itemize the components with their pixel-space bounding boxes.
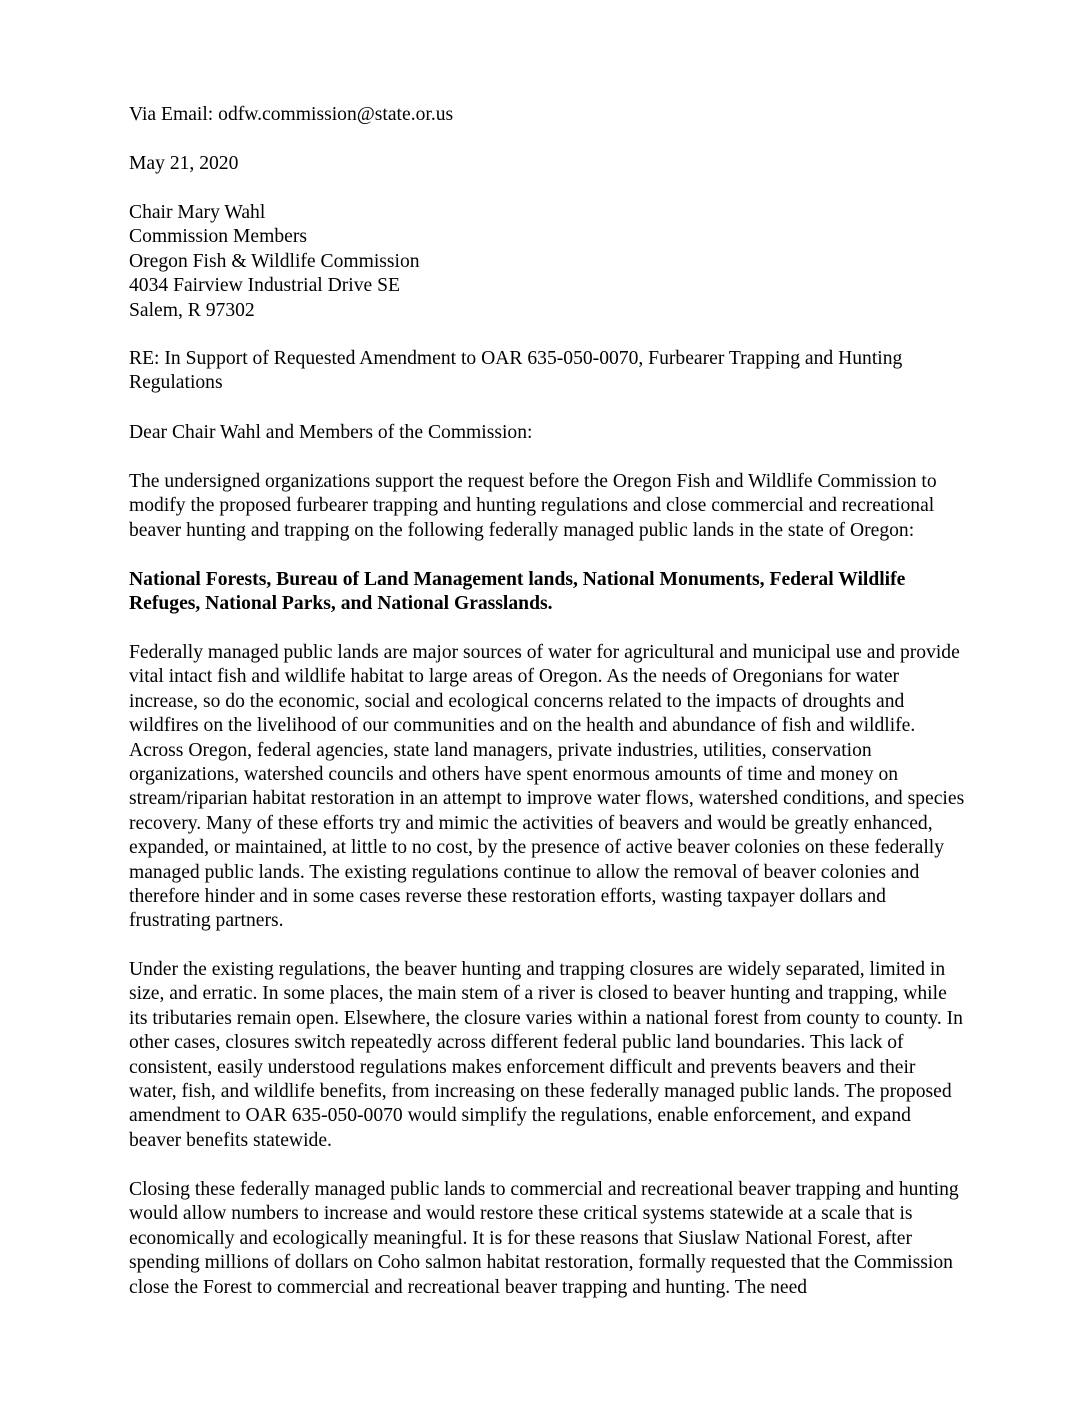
recipient-street: 4034 Fairview Industrial Drive SE <box>129 275 401 297</box>
subject-line: RE: In Support of Requested Amendment to OAR 635-050-0070, Furbearer Trapping and Hunting Regulations <box>129 348 903 394</box>
recipient-organization: Oregon Fish & Wildlife Commission <box>129 250 420 272</box>
recipient-address <box>129 201 965 323</box>
federal-lands-list: National Forests, Bureau of Land Management lands, National Monuments, Federal Wildlife Refuges, National Parks, and National Grasslands. <box>129 569 906 615</box>
body-paragraph-1: Federally managed public lands are major sources of water for agricultural and municipal use and provide vital intact fish and wildlife habitat to large areas of Oregon. As the needs of Oregonians for water increase, so do the economic, social and ecological concerns related to the impacts of droughts and wildfires on the livelihood of our communities and on the health and abundance of fish and wildlife. Across Oregon, federal agencies, state land managers, private industries, utilities, conservation organizations, watershed councils and others have spent enormous amounts of time and money on stream/riparian habitat restoration in an attempt to improve water flows, watershed conditions, and species recovery. Many of these efforts try and mimic the activities of beavers and would be greatly enhanced, expanded, or maintained, at little to no cost, by the presence of active beaver colonies on these federally managed public lands. The existing regulations continue to allow the removal of beaver colonies and therefore hinder and in some cases reverse these restoration efforts, wasting taxpayer dollars and frustrating partners. <box>129 642 965 932</box>
body-paragraph-3: Closing these federally managed public lands to commercial and recreational beaver trapping and hunting would allow numbers to increase and would restore these critical systems statewide at a scale that is economically and ecologically meaningful. It is for these reasons that Siuslaw National Forest, after spending millions of dollars on Coho salmon habitat restoration, formally requested that the Commission close the Forest to commercial and recreational beaver trapping and hunting. The need <box>129 1179 959 1298</box>
recipient-city: Salem, R 97302 <box>129 299 255 321</box>
recipient-title: Commission Members <box>129 226 307 248</box>
salutation: Dear Chair Wahl and Members of the Commission: <box>129 422 533 443</box>
recipient-name: Chair Mary Wahl <box>129 202 266 223</box>
via-email-line: Via Email: odfw.commission@state.or.us <box>129 104 454 125</box>
letter-date: May 21, 2020 <box>129 153 239 174</box>
body-paragraph-2: Under the existing regulations, the beaver hunting and trapping closures are widely separated, limited in size, and erratic. In some places, the main stem of a river is closed to beaver hunting and trapping, while its tributaries remain open. Elsewhere, the closure varies within a national forest from county to county. In other cases, closures switch repeatedly across different federal public land boundaries. This lack of consistent, easily understood regulations makes enforcement difficult and prevents beavers and their water, fish, and wildlife benefits, from increasing on these federally managed public lands. The proposed amendment to OAR 635-050-0070 would simplify the regulations, enable enforcement, and expand beaver benefits statewide. <box>129 959 963 1151</box>
intro-paragraph: The undersigned organizations support the request before the Oregon Fish and Wildlife Commission to modify the proposed furbearer trapping and hunting regulations and close commercial and recreational beaver hunting and trapping on the following federally managed public lands in the state of Oregon: <box>129 471 937 541</box>
